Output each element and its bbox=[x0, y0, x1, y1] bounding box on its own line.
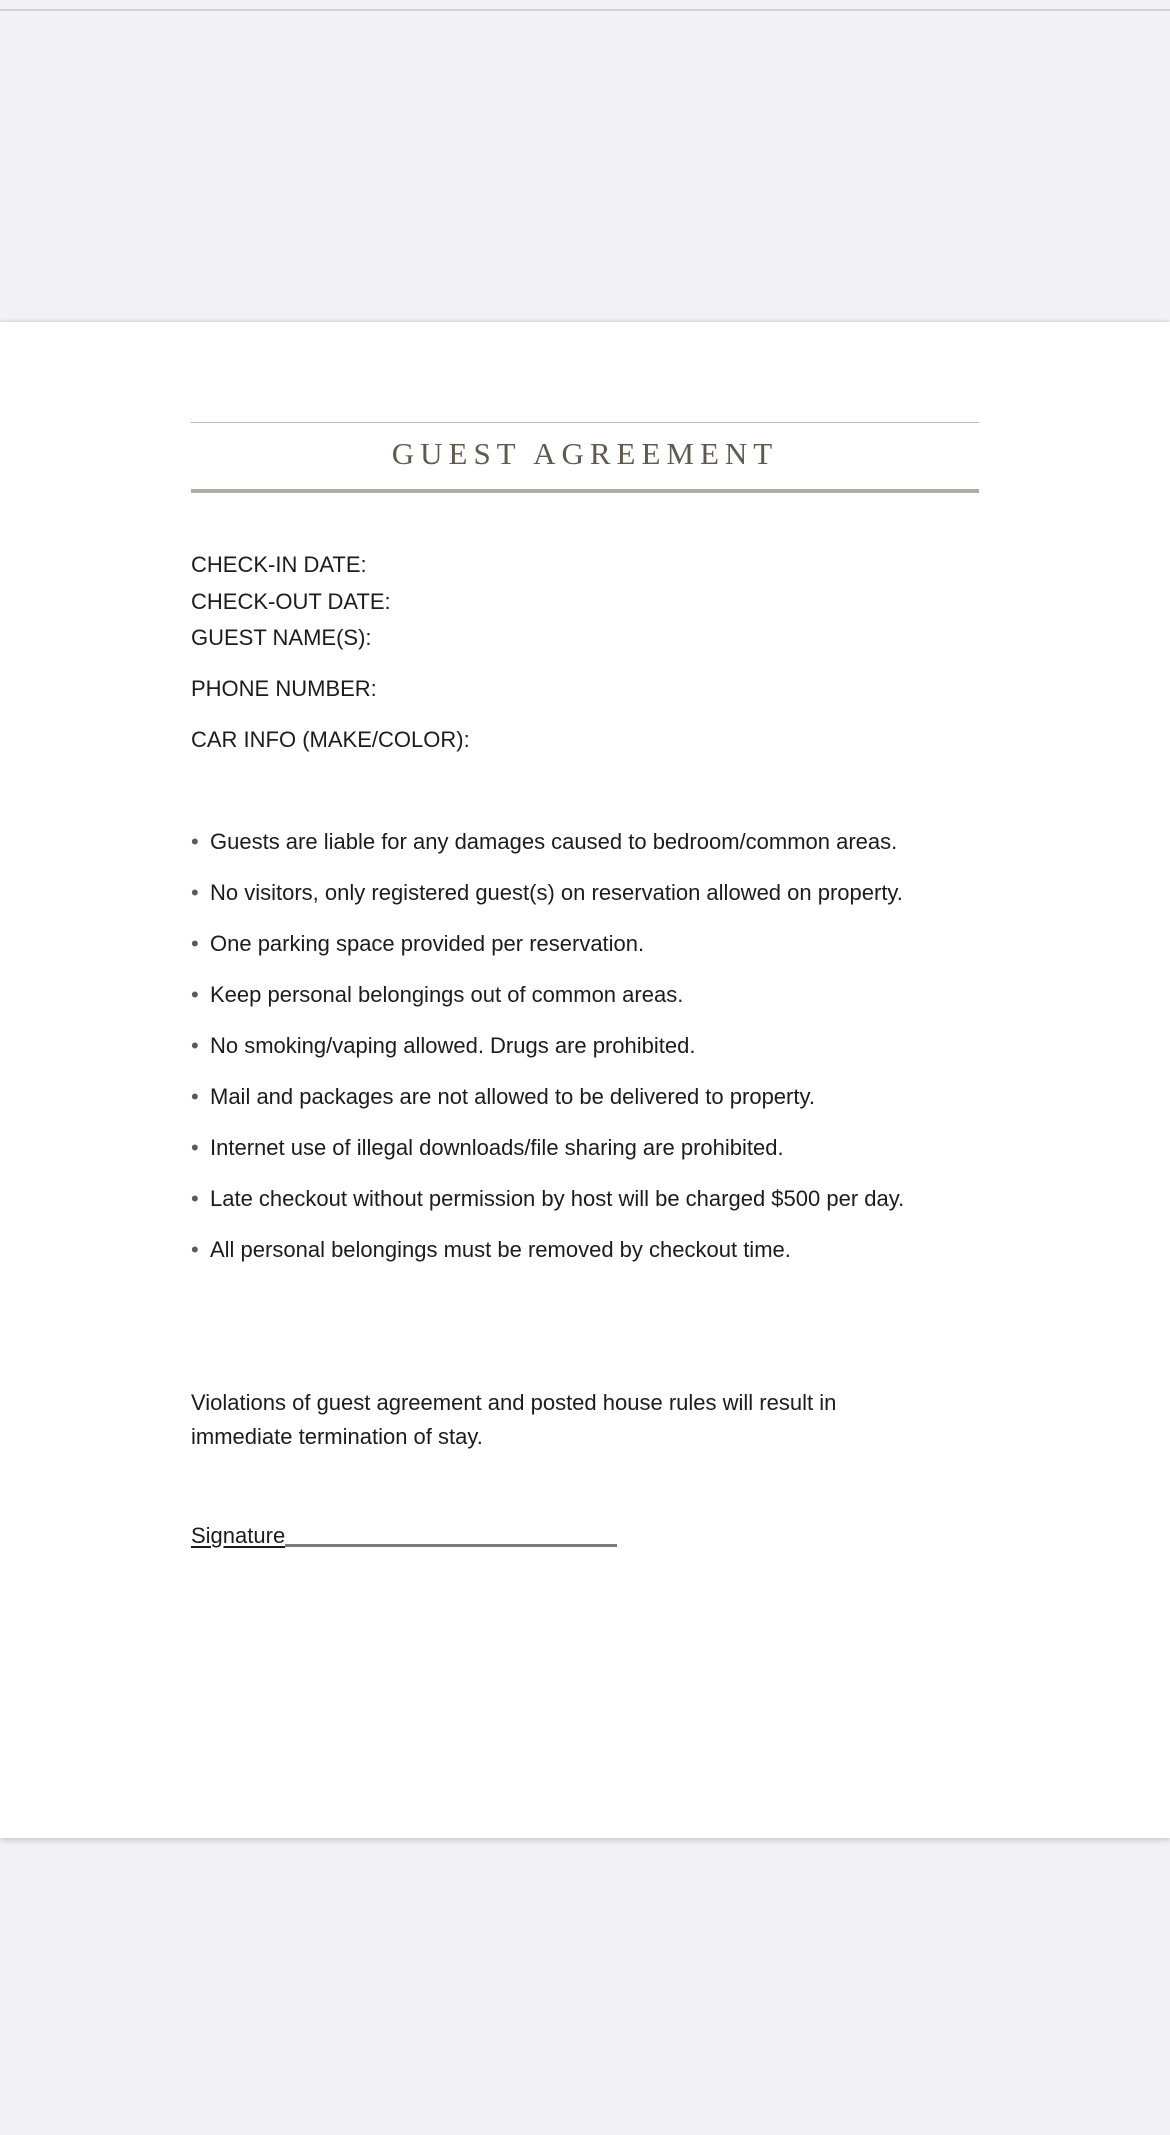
rule-text: Keep personal belongings out of common areas. bbox=[210, 982, 684, 1007]
check-out-date-label: CHECK-OUT DATE: bbox=[191, 589, 391, 614]
bullet-icon: • bbox=[191, 1084, 199, 1109]
bullet-icon: • bbox=[191, 1186, 199, 1211]
rule-text: One parking space provided per reservation. bbox=[210, 931, 645, 956]
rule-item bbox=[191, 930, 1041, 981]
bullet-icon: • bbox=[191, 829, 199, 854]
rule-item bbox=[191, 1032, 1041, 1083]
bullet-icon: • bbox=[191, 1033, 199, 1058]
bullet-icon: • bbox=[191, 1237, 199, 1262]
bullet-icon: • bbox=[191, 931, 199, 956]
title-rule-bottom bbox=[191, 489, 979, 493]
rule-item bbox=[191, 828, 1041, 879]
title-block bbox=[191, 422, 979, 493]
rule-item bbox=[191, 1083, 1041, 1134]
rule-text: No visitors, only registered guest(s) on reservation allowed on property. bbox=[210, 880, 903, 905]
signature-label: Signature bbox=[191, 1523, 286, 1548]
bullet-icon: • bbox=[191, 1135, 199, 1160]
rule-item bbox=[191, 1185, 1041, 1236]
rule-text: No smoking/vaping allowed. Drugs are prohibited. bbox=[210, 1033, 696, 1058]
rule-text: All personal belongings must be removed by checkout time. bbox=[210, 1237, 791, 1262]
document-title: GUEST AGREEMENT bbox=[391, 436, 779, 471]
bullet-icon: • bbox=[191, 982, 199, 1007]
rules-list bbox=[191, 828, 1041, 1287]
rule-text: Guests are liable for any damages caused to bedroom/common areas. bbox=[210, 829, 898, 854]
guest-names-label: GUEST NAME(S): bbox=[191, 625, 372, 650]
rule-text: Internet use of illegal downloads/file sharing are prohibited. bbox=[210, 1135, 784, 1160]
document-page bbox=[0, 322, 1170, 1838]
phone-number-label: PHONE NUMBER: bbox=[191, 676, 377, 701]
signature-line bbox=[285, 1544, 617, 1547]
violation-notice: Violations of guest agreement and posted house rules will result in immediate termination of stay. bbox=[191, 1390, 837, 1449]
rule-item bbox=[191, 1134, 1041, 1185]
rule-item bbox=[191, 981, 1041, 1032]
rule-item bbox=[191, 1236, 1041, 1287]
check-in-date-label: CHECK-IN DATE: bbox=[191, 552, 367, 577]
rule-text: Mail and packages are not allowed to be delivered to property. bbox=[210, 1084, 815, 1109]
car-info-label: CAR INFO (MAKE/COLOR): bbox=[191, 727, 470, 752]
bullet-icon: • bbox=[191, 880, 199, 905]
signature-block bbox=[191, 1522, 617, 1550]
rule-item bbox=[191, 879, 1041, 930]
viewer-top-border bbox=[0, 9, 1170, 11]
rule-text: Late checkout without permission by host will be charged $500 per day. bbox=[210, 1186, 905, 1211]
